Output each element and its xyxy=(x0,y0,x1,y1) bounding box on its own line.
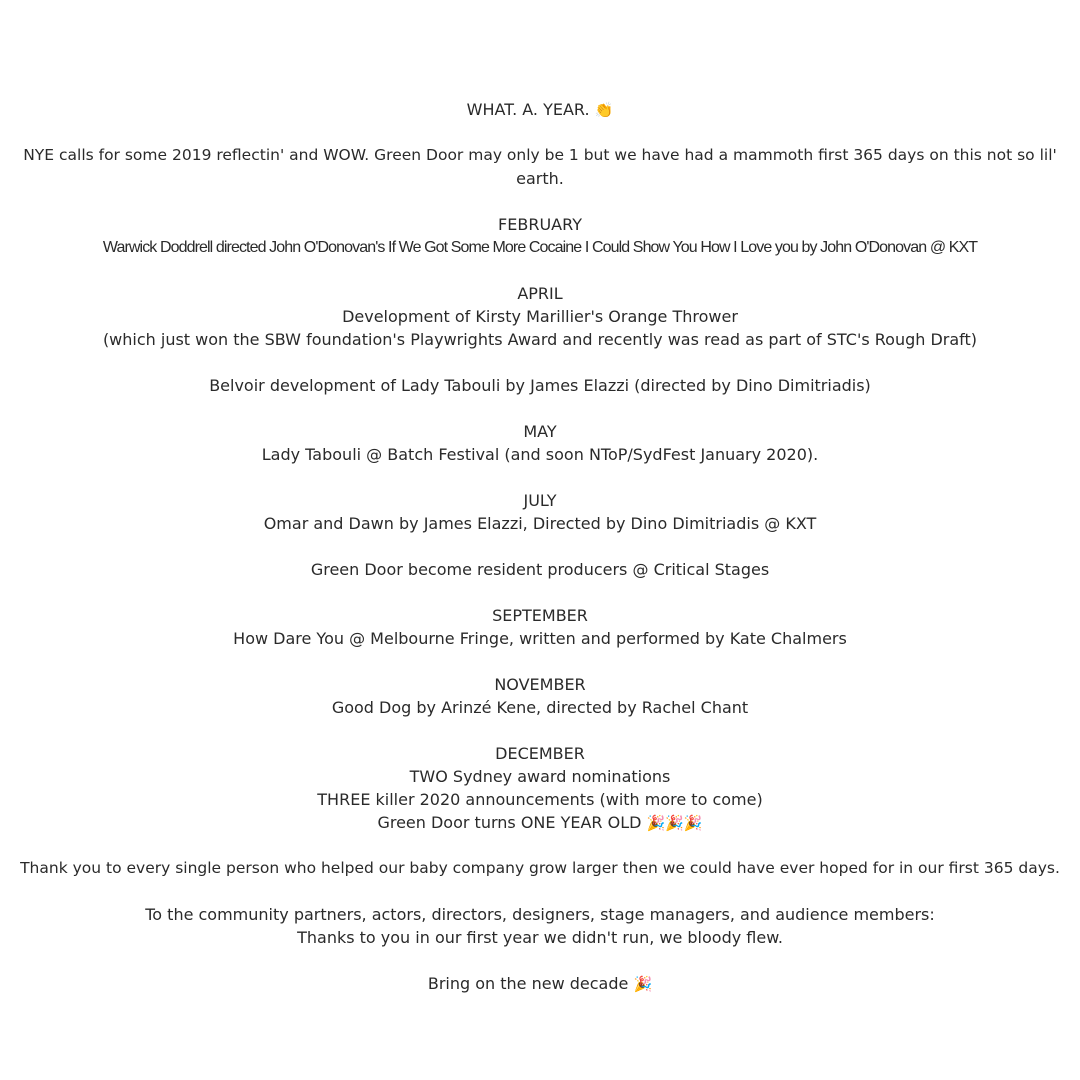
february-item: Warwick Doddrell directed John O'Donovan's If We Got Some More Cocaine I Could Show You How I Love you by John O'Donovan @ KXT xyxy=(102,239,978,256)
may-item: Lady Tabouli @ Batch Festival (and soon NToP/SydFest January 2020). xyxy=(261,445,819,464)
month-heading-december: DECEMBER xyxy=(495,744,585,763)
community-line-1: To the community partners, actors, directors, designers, stage managers, and audience members: xyxy=(145,905,935,924)
closing-text: Bring on the new decade xyxy=(427,974,629,993)
april-item-3: Belvoir development of Lady Tabouli by James Elazzi (directed by Dino Dimitriadis) xyxy=(209,376,871,395)
july-item-2: Green Door become resident producers @ Critical Stages xyxy=(310,560,770,579)
party-popper-icon: 🎉🎉🎉 xyxy=(646,814,703,832)
november-item: Good Dog by Arinzé Kene, directed by Rachel Chant xyxy=(331,698,749,717)
july-item-1: Omar and Dawn by James Elazzi, Directed by Dino Dimitriadis @ KXT xyxy=(263,514,817,533)
december-item-3-text: Green Door turns ONE YEAR OLD xyxy=(377,813,642,832)
thanks-line: Thank you to every single person who helped our baby company grow larger then we could have ever hoped for in our first 365 days. xyxy=(20,859,1060,877)
closing-line xyxy=(0,972,1080,996)
april-item-2: (which just won the SBW foundation's Playwrights Award and recently was read as part of STC's Rough Draft) xyxy=(102,330,978,349)
december-item-1: TWO Sydney award nominations xyxy=(409,767,671,786)
december-item-2: THREE killer 2020 announcements (with more to come) xyxy=(317,790,763,809)
month-heading-september: SEPTEMBER xyxy=(492,606,588,625)
month-heading-april: APRIL xyxy=(517,284,563,303)
april-item-1: Development of Kirsty Marillier's Orange Thrower xyxy=(342,307,738,326)
party-popper-icon: 🎉 xyxy=(633,975,653,993)
clapping-hands-icon: 👏 xyxy=(594,101,614,119)
headline-text: WHAT. A. YEAR. xyxy=(466,100,590,119)
month-heading-february: FEBRUARY xyxy=(498,215,582,234)
community-line-2: Thanks to you in our first year we didn't run, we bloody flew. xyxy=(297,928,783,947)
december-item-3 xyxy=(0,811,1080,835)
headline xyxy=(0,98,1080,122)
month-heading-november: NOVEMBER xyxy=(494,675,586,694)
september-item: How Dare You @ Melbourne Fringe, written and performed by Kate Chalmers xyxy=(233,629,847,648)
month-heading-july: JULY xyxy=(523,491,557,510)
month-heading-may: MAY xyxy=(523,422,557,441)
intro-line-2: earth. xyxy=(516,169,564,188)
intro-line-1: NYE calls for some 2019 reflectin' and WOW. Green Door may only be 1 but we have had a mammoth first 365 days on this not so lil' xyxy=(23,146,1057,164)
